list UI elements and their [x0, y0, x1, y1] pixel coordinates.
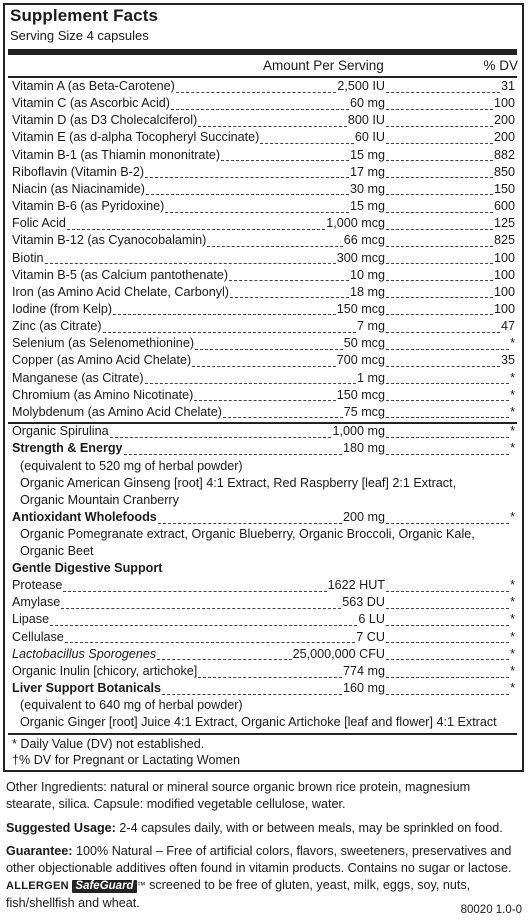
allergen-label: ALLERGEN	[6, 880, 69, 892]
dot-leader	[386, 515, 509, 524]
nutrient-amount: 1622 HUT	[327, 578, 385, 592]
nutrient-amount: 60 mg	[349, 96, 385, 111]
vitamin-row	[12, 405, 515, 423]
nutrient-name: Vitamin B-6 (as Pyridoxine)	[12, 199, 165, 214]
nutrient-dv: *	[510, 612, 515, 627]
guarantee-label: Guarantee:	[6, 844, 73, 858]
nutrient-amount: 6 LU	[358, 612, 385, 627]
footnote-dv: * Daily Value (DV) not established.	[12, 737, 205, 751]
nutrient-dv: *	[510, 404, 515, 419]
nutrient-name: Antioxidant Wholefoods	[12, 510, 157, 524]
nutrient-name: Strength & Energy	[12, 441, 123, 455]
liver-equivalent: (equivalent to 640 mg of herbal powder)	[20, 698, 243, 712]
dot-leader	[113, 306, 336, 315]
footnote-pregnant: †% DV for Pregnant or Lactating Women	[12, 753, 240, 767]
dot-leader	[145, 375, 356, 384]
nutrient-name: Chromium (as Amino Nicotinate)	[12, 387, 194, 402]
serving-size: Serving Size 4 capsules	[10, 28, 149, 43]
suggested-usage	[6, 820, 521, 837]
thick-divider	[8, 49, 517, 55]
nutrient-amount: 563 DU	[342, 595, 385, 610]
nutrient-name: Vitamin A (as Beta-Carotene)	[12, 79, 175, 93]
nutrient-dv: 200	[493, 113, 515, 128]
dot-leader	[198, 669, 342, 678]
antioxidant-ingredients: Organic Pomegranate extract, Organic Blueberry, Organic Broccoli, Organic Kale,	[20, 527, 475, 541]
dot-leader	[221, 152, 349, 161]
enzyme-row	[12, 664, 515, 682]
dot-leader	[386, 634, 509, 643]
enzyme-row	[12, 578, 515, 596]
dot-leader	[230, 289, 349, 298]
nutrient-amount: 150 mcg	[336, 387, 385, 402]
nutrient-dv: 100	[493, 96, 515, 111]
dot-leader	[260, 135, 354, 144]
nutrient-name: Niacin (as Niacinamide)	[12, 181, 145, 196]
header-dv: % DV	[483, 58, 518, 73]
dot-leader	[195, 341, 343, 350]
dot-leader	[176, 84, 337, 93]
vitamin-row	[12, 216, 515, 234]
nutrient-dv: 100	[493, 284, 515, 299]
nutrient-name: Copper (as Amino Acid Chelate)	[12, 353, 192, 368]
nutrient-dv: *	[510, 629, 515, 644]
nutrient-amount: 2,500 IU	[337, 79, 385, 93]
nutrient-name: Vitamin E (as d-alpha Tocopheryl Succinate)	[12, 130, 260, 145]
nutrient-name: Liver Support Botanicals	[12, 681, 162, 695]
dot-leader	[386, 204, 493, 213]
nutrient-dv: *	[510, 387, 515, 402]
antioxidant-ingredients-cont: Organic Beet	[20, 544, 94, 558]
nutrient-dv: 47	[500, 319, 515, 334]
nutrient-amount: 30 mg	[349, 181, 385, 196]
dot-leader	[192, 358, 335, 367]
strength-equivalent: (equivalent to 520 mg of herbal powder)	[20, 459, 243, 473]
strength-ingredients: Organic American Ginseng [root] 4:1 Extract, Red Raspberry [leaf] 2:1 Extract,	[20, 476, 457, 490]
vitamin-row	[12, 199, 515, 217]
nutrient-amount: 200 mg	[342, 510, 385, 524]
dot-leader	[157, 651, 291, 660]
nutrient-name: Selenium (as Selenomethionine)	[12, 336, 195, 351]
vitamin-row	[12, 165, 515, 183]
dot-leader	[386, 324, 500, 333]
nutrient-amount: 150 mcg	[336, 301, 385, 316]
product-code: 80020 1.0-0	[460, 904, 522, 916]
nutrient-amount: 50 mcg	[343, 336, 385, 351]
safeguard-logo: SafeGuard	[72, 880, 136, 893]
nutrient-name: Iodine (from Kelp)	[12, 301, 113, 316]
dot-leader	[386, 101, 493, 110]
dot-leader	[146, 186, 349, 195]
dot-leader	[386, 429, 509, 438]
nutrient-dv: 125	[493, 216, 515, 231]
nutrient-name: Vitamin C (as Ascorbic Acid)	[12, 96, 170, 111]
dot-leader	[124, 446, 342, 455]
nutrient-name: Vitamin B-12 (as Cyanocobalamin)	[12, 233, 207, 248]
panel-title: Supplement Facts	[10, 6, 159, 25]
dot-leader	[386, 169, 493, 178]
dot-leader	[386, 238, 493, 247]
nutrient-amount: 25,000,000 CFU	[292, 646, 385, 661]
vitamin-row	[12, 319, 515, 337]
nutrient-dv: *	[510, 441, 515, 455]
dot-leader	[386, 583, 509, 592]
dot-leader	[386, 341, 509, 350]
vitamin-row	[12, 251, 515, 269]
nutrient-name: Organic Inulin [chicory, artichoke]	[12, 664, 198, 678]
usage-label: Suggested Usage:	[6, 821, 116, 835]
vitamin-row	[12, 268, 515, 286]
dot-leader	[386, 686, 509, 695]
trademark-symbol: ™	[136, 880, 146, 890]
nutrient-dv: *	[510, 578, 515, 592]
header-divider	[8, 76, 517, 78]
vitamin-row	[12, 130, 515, 148]
vitamin-row	[12, 233, 515, 251]
vitamin-row	[12, 113, 515, 131]
vitamin-row	[12, 371, 515, 389]
dot-leader	[386, 255, 493, 264]
dot-leader	[194, 392, 335, 401]
dot-leader	[386, 409, 509, 418]
dot-leader	[386, 272, 493, 281]
nutrient-amount: 15 mg	[349, 147, 385, 162]
dot-leader	[386, 600, 509, 609]
vitamin-row	[12, 388, 515, 406]
usage-text: 2-4 capsules daily, with or between meals, may be sprinkled on food.	[115, 821, 503, 835]
dot-leader	[145, 169, 349, 178]
dot-leader	[229, 272, 349, 281]
nutrient-name: Vitamin D (as D3 Cholecalciferol)	[12, 113, 198, 128]
dot-leader	[386, 84, 500, 93]
header-amount: Amount Per Serving	[263, 58, 384, 73]
nutrient-dv: *	[510, 336, 515, 351]
dot-leader	[198, 118, 347, 127]
nutrient-dv: 100	[493, 301, 515, 316]
vitamin-row	[12, 336, 515, 354]
enzyme-row	[12, 595, 515, 613]
nutrient-name: Manganese (as Citrate)	[12, 370, 144, 385]
dot-leader	[103, 324, 356, 333]
dot-leader	[171, 101, 349, 110]
nutrient-amount: 7 CU	[356, 629, 385, 644]
nutrient-name: Vitamin B-5 (as Calcium pantothenate)	[12, 267, 229, 282]
nutrient-dv: 200	[493, 130, 515, 145]
liver-row	[12, 681, 515, 699]
guarantee	[6, 843, 521, 912]
dot-leader	[165, 204, 349, 213]
dot-leader	[158, 515, 342, 524]
vitamin-row	[12, 285, 515, 303]
dot-leader	[50, 617, 357, 626]
nutrient-dv: *	[510, 681, 515, 695]
dot-leader	[386, 118, 493, 127]
nutrient-dv: 35	[500, 353, 515, 368]
liver-ingredients: Organic Ginger [root] Juice 4:1 Extract, Organic Artichoke [leaf and flower] 4:1 Extract	[20, 715, 497, 729]
nutrient-amount: 300 mcg	[336, 250, 385, 265]
nutrient-dv: 850	[493, 164, 515, 179]
nutrient-amount: 1 mg	[357, 370, 385, 385]
guarantee-tail: screened to be free of gluten, yeast, milk, eggs, soy, nuts, fish/shellfish and wheat.	[6, 878, 471, 910]
nutrient-dv: *	[510, 595, 515, 610]
nutrient-name: Iron (as Amino Acid Chelate, Carbonyl)	[12, 284, 229, 299]
dot-leader	[386, 617, 509, 626]
vitamin-row	[12, 353, 515, 371]
nutrient-amount: 7 mg	[357, 319, 385, 334]
nutrient-amount: 60 IU	[354, 130, 385, 145]
nutrient-dv: 600	[493, 199, 515, 214]
nutrient-name: Zinc (as Citrate)	[12, 319, 102, 334]
dot-leader	[67, 221, 325, 230]
nutrient-amount: 1,000 mg	[332, 424, 385, 438]
nutrient-dv: *	[510, 664, 515, 678]
dot-leader	[386, 152, 493, 161]
vitamin-row	[12, 79, 515, 97]
nutrient-name: Amylase	[12, 595, 61, 610]
nutrient-amount: 1,000 mcg	[326, 216, 385, 231]
dot-leader	[65, 634, 355, 643]
dot-leader	[386, 446, 509, 455]
dot-leader	[386, 358, 500, 367]
dot-leader	[386, 135, 493, 144]
enzyme-row	[12, 630, 515, 648]
vitamin-row	[12, 302, 515, 320]
nutrient-name: Lactobacillus Sporogenes	[12, 646, 157, 661]
antioxidant-row	[12, 510, 515, 528]
vitamin-row	[12, 148, 515, 166]
nutrient-dv: 825	[493, 233, 515, 248]
nutrient-amount: 10 mg	[349, 267, 385, 282]
enzyme-row	[12, 612, 515, 630]
dot-leader	[63, 583, 326, 592]
nutrient-name: Biotin	[12, 250, 44, 265]
digestive-heading: Gentle Digestive Support	[12, 561, 163, 575]
nutrient-amount: 15 mg	[349, 199, 385, 214]
nutrient-amount: 66 mcg	[343, 233, 385, 248]
nutrient-dv: 100	[493, 250, 515, 265]
nutrient-dv: 150	[493, 181, 515, 196]
dot-leader	[386, 392, 509, 401]
vitamin-row	[12, 182, 515, 200]
nutrient-amount: 75 mcg	[343, 404, 385, 419]
dot-leader	[386, 375, 509, 384]
dot-leader	[207, 238, 342, 247]
nutrient-amount: 774 mg	[342, 664, 385, 678]
nutrient-name: Vitamin B-1 (as Thiamin mononitrate)	[12, 147, 221, 162]
dot-leader	[386, 669, 509, 678]
nutrient-amount: 17 mg	[349, 164, 385, 179]
nutrient-dv: *	[510, 370, 515, 385]
dot-leader	[386, 289, 493, 298]
other-ingredients: Other Ingredients: natural or mineral source organic brown rice protein, magnesium stearate, silica. Capsule: modified vegetable cellulose, water.	[6, 780, 471, 811]
nutrient-name: Cellulase	[12, 629, 64, 644]
dot-leader	[110, 429, 332, 438]
vitamin-row	[12, 96, 515, 114]
nutrient-name: Protease	[12, 578, 63, 592]
strength-row	[12, 441, 515, 459]
nutrient-name: Molybdenum (as Amino Acid Chelate)	[12, 404, 222, 419]
nutrient-dv: 31	[500, 79, 515, 93]
dot-leader	[223, 409, 343, 418]
strength-ingredients-cont: Organic Mountain Cranberry	[20, 493, 179, 507]
nutrient-dv: *	[510, 646, 515, 661]
nutrient-dv: 882	[493, 147, 515, 162]
guarantee-text: 100% Natural – Free of artificial colors, flavors, sweeteners, preservatives and other objectionable additives often found in vitamin products. Contains no sugar or lactose.	[6, 844, 512, 875]
spirulina-row	[12, 424, 515, 442]
nutrient-name: Riboflavin (Vitamin B-2)	[12, 164, 145, 179]
nutrient-amount: 800 IU	[347, 113, 385, 128]
dot-leader	[386, 306, 493, 315]
nutrient-dv: *	[510, 510, 515, 524]
dot-leader	[386, 651, 509, 660]
dot-leader	[45, 255, 336, 264]
nutrient-amount: 160 mg	[342, 681, 385, 695]
nutrient-dv: *	[510, 424, 515, 438]
footnote-divider	[8, 733, 517, 735]
enzyme-row	[12, 647, 515, 665]
nutrient-name: Lipase	[12, 612, 50, 627]
nutrient-dv: 100	[493, 267, 515, 282]
nutrient-amount: 700 mcg	[336, 353, 385, 368]
nutrient-name: Folic Acid	[12, 216, 66, 231]
dot-leader	[61, 600, 341, 609]
nutrient-amount: 18 mg	[349, 284, 385, 299]
nutrient-name: Organic Spirulina	[12, 424, 109, 438]
dot-leader	[162, 686, 342, 695]
nutrient-amount: 180 mg	[342, 441, 385, 455]
dot-leader	[386, 221, 493, 230]
dot-leader	[386, 186, 493, 195]
